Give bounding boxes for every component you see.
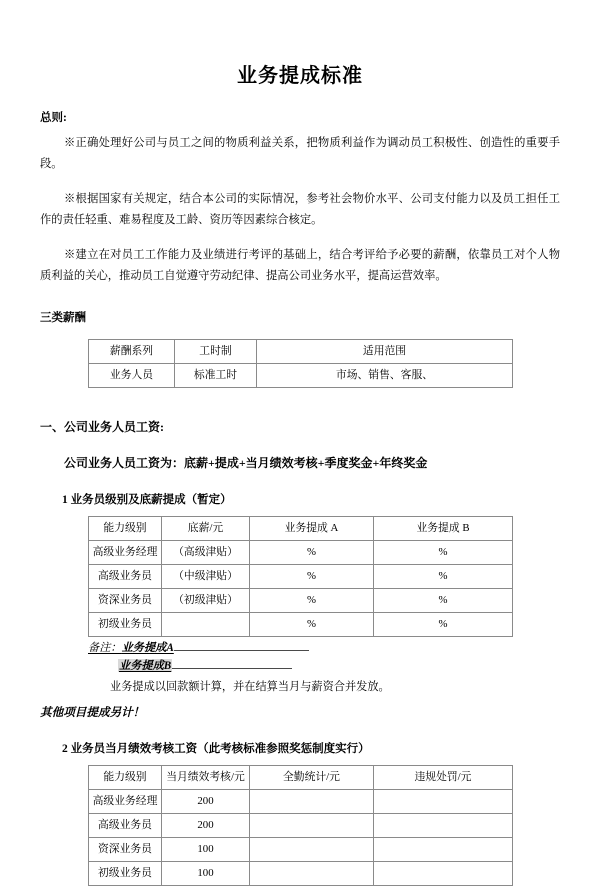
table-cell: 初级业务员: [89, 612, 162, 636]
table-row: [89, 814, 513, 838]
table-cell: 高级业务员: [89, 814, 162, 838]
table-row: [89, 588, 513, 612]
note-line-a: [88, 640, 560, 658]
column-header: 业务提成 B: [374, 516, 513, 540]
column-header: 薪酬系列: [89, 339, 175, 363]
note-value-a: 业务提成A: [121, 641, 174, 654]
level-base-notes: [40, 637, 560, 697]
table-row: [89, 564, 513, 588]
general-paragraph-3: ※建立在对员工工作能力及业绩进行考评的基础上，结合考评给予必要的薪酬，依靠员工对个人物质利益的关心，推动员工自觉遵守劳动纪律、提高公司业务水平，提高运营效率。: [40, 248, 560, 282]
salary-series-table: [88, 339, 513, 388]
table-cell: 200: [162, 790, 250, 814]
table-cell: 100: [162, 838, 250, 862]
table-cell: %: [250, 540, 374, 564]
salary-formula: 公司业务人员工资为：底薪+提成+当月绩效考核+季度奖金+年终奖金: [64, 455, 428, 470]
table-cell: [374, 814, 513, 838]
note-label: 备注：: [88, 641, 122, 654]
table-row: [89, 363, 513, 387]
table-cell: 市场、销售、客服、: [257, 363, 513, 387]
table-cell: 高级业务经理: [89, 790, 162, 814]
page-title: 业务提成标准: [237, 65, 363, 87]
note-sentence: 业务提成以回款额计算，并在结算当月与薪资合并发放。: [110, 680, 390, 693]
table-cell: 资深业务员: [89, 588, 162, 612]
performance-table-wrap: [40, 765, 560, 886]
note-line-b: [88, 658, 560, 676]
note-value-b: 业务提成B: [119, 659, 172, 672]
table-cell: 100: [162, 862, 250, 886]
table-cell: （初级津贴）: [162, 588, 250, 612]
section-heading-salary-series: 三类薪酬: [40, 311, 86, 324]
table-row: [89, 862, 513, 886]
subsection-heading-level-base: 1 业务员级别及底薪提成（暂定）: [62, 493, 232, 506]
column-header: 工时制: [175, 339, 257, 363]
table-cell: %: [250, 588, 374, 612]
table-cell: %: [374, 540, 513, 564]
table-cell: %: [250, 564, 374, 588]
column-header: 违规处罚/元: [374, 766, 513, 790]
table-cell: 初级业务员: [89, 862, 162, 886]
table-cell: （中级津贴）: [162, 564, 250, 588]
column-header: 能力级别: [89, 516, 162, 540]
column-header: 底薪/元: [162, 516, 250, 540]
performance-table: [88, 765, 513, 886]
table-row: [89, 612, 513, 636]
table-header-row: [89, 339, 513, 363]
general-paragraph-1: ※正确处理好公司与员工之间的物质利益关系，把物质利益作为调动员工积极性、创造性的重要手段。: [40, 137, 560, 171]
note-emphasis: 其他项目提成另计！: [40, 705, 145, 719]
general-paragraph-2: ※根据国家有关规定，结合本公司的实际情况，参考社会物价水平、公司支付能力以及员工担任工作的责任轻重、难易程度及工龄、资历等因素综合核定。: [40, 193, 560, 226]
section-heading-one: 一、公司业务人员工资:: [40, 419, 164, 434]
table-cell: %: [374, 564, 513, 588]
table-cell: %: [374, 612, 513, 636]
column-header: 能力级别: [89, 766, 162, 790]
table-cell: %: [250, 612, 374, 636]
table-row: [89, 540, 513, 564]
level-base-table: [88, 516, 513, 637]
column-header: 业务提成 A: [250, 516, 374, 540]
table-cell: [250, 790, 374, 814]
table-cell: 标准工时: [175, 363, 257, 387]
table-cell: 业务人员: [89, 363, 175, 387]
table-cell: 200: [162, 814, 250, 838]
level-base-table-wrap: [40, 516, 560, 637]
note-blank-a: [174, 650, 309, 651]
section-heading-general: 总则:: [40, 112, 67, 124]
table-header-row: [89, 766, 513, 790]
table-header-row: [89, 516, 513, 540]
table-cell: [250, 814, 374, 838]
column-header: 当月绩效考核/元: [162, 766, 250, 790]
table-cell: [374, 790, 513, 814]
table-cell: 高级业务员: [89, 564, 162, 588]
table-cell: [162, 612, 250, 636]
table-row: [89, 790, 513, 814]
table-cell: [374, 862, 513, 886]
note-blank-b: [172, 668, 292, 669]
table-cell: 资深业务员: [89, 838, 162, 862]
salary-series-table-wrap: [40, 339, 560, 388]
table-cell: [250, 862, 374, 886]
column-header: 全勤统计/元: [250, 766, 374, 790]
column-header: 适用范围: [257, 339, 513, 363]
subsection-heading-performance: 2 业务员当月绩效考核工资（此考核标准参照奖惩制度实行）: [62, 743, 370, 756]
table-cell: %: [374, 588, 513, 612]
table-cell: 高级业务经理: [89, 540, 162, 564]
table-cell: （高级津贴）: [162, 540, 250, 564]
